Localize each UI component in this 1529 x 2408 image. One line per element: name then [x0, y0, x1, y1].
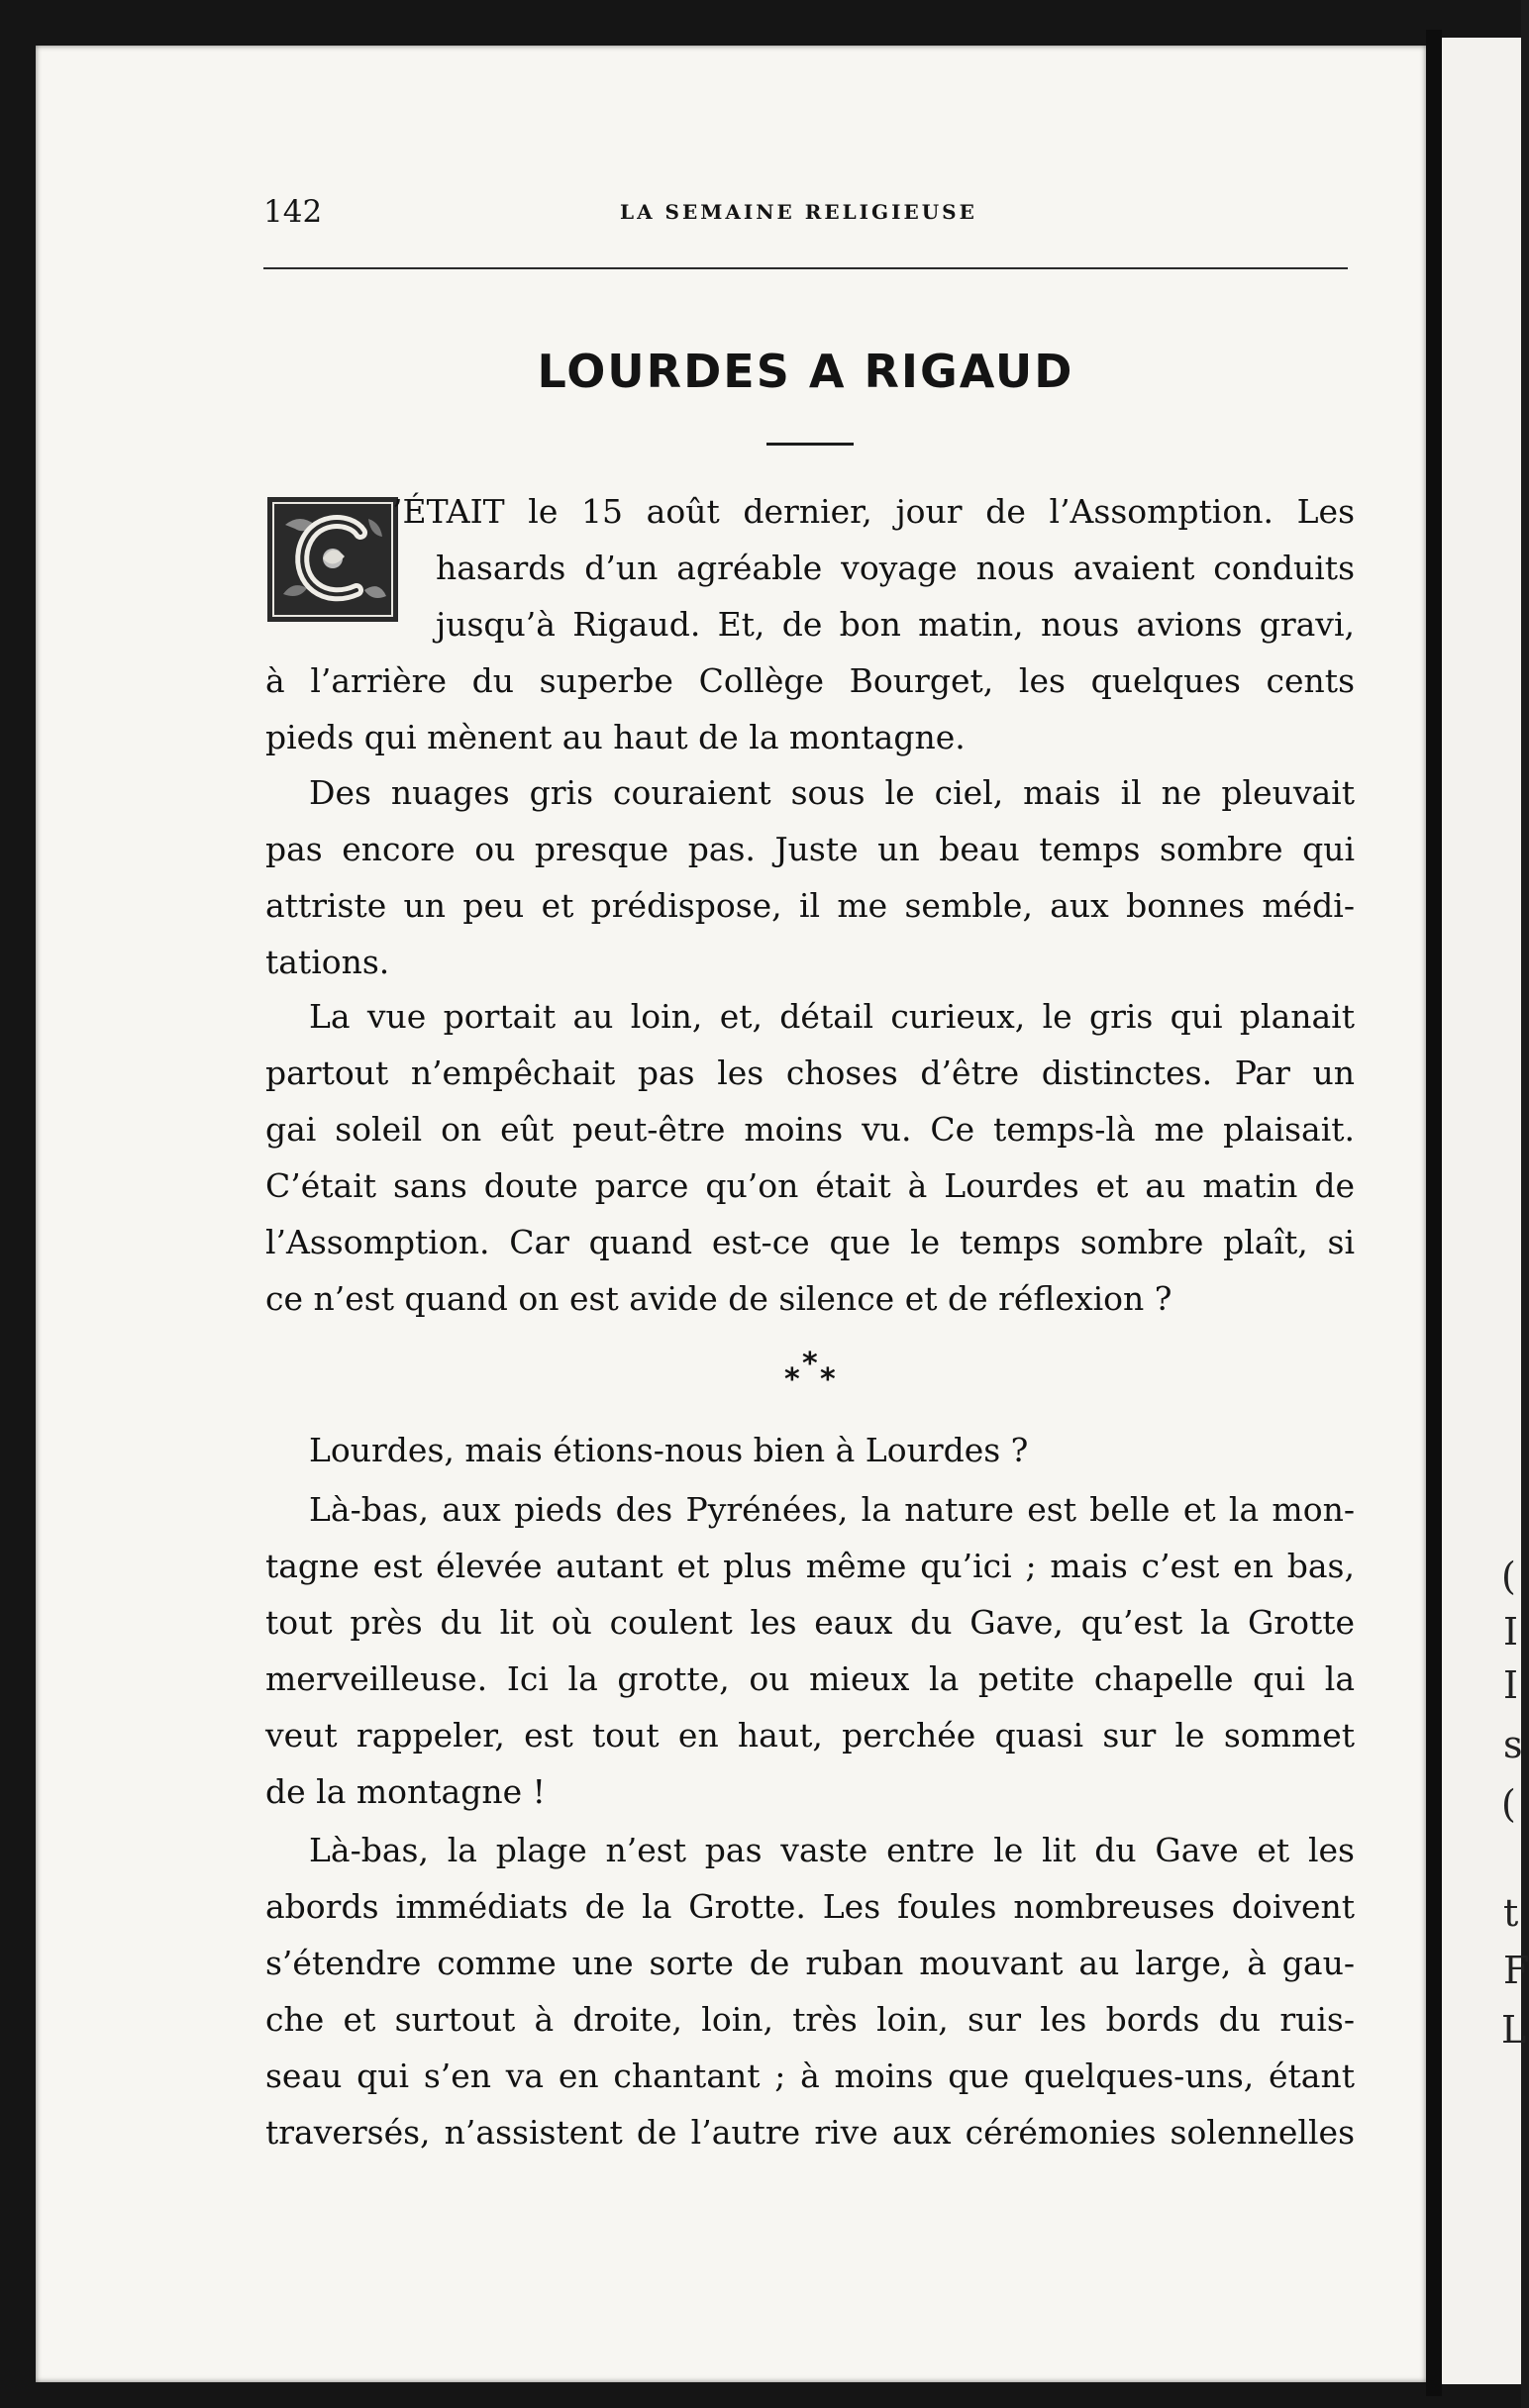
text-line: tout près du lit où coulent les eaux du Gave, qu’est la Grotte [265, 1603, 1355, 1642]
text-line: Lourdes, mais étions-nous bien à Lourdes ? [309, 1431, 1029, 1469]
journal-title: LA SEMAINE RELIGIEUSE [620, 200, 977, 224]
text-line: traversés, n’assistent de l’autre rive aux cérémonies solennelles [265, 2113, 1355, 2152]
text-line: hasards d’un agréable voyage nous avaient conduits [436, 549, 1355, 587]
facing-page-fragment: ( [1501, 1555, 1516, 1598]
text-line: attriste un peu et prédispose, il me semble, aux bonnes médi- [265, 886, 1355, 925]
paragraph [265, 1822, 1355, 2160]
facing-page-fragment: s [1503, 1723, 1523, 1766]
text-line: partout n’empêchait pas les choses d’être distinctes. Par un [265, 1054, 1355, 1092]
text-line: ce n’est quand on est avide de silence et de réflexion ? [265, 1279, 1172, 1318]
text-line: Des nuages gris couraient sous le ciel, mais il ne pleuvait [309, 773, 1355, 812]
paragraph [265, 764, 1355, 990]
facing-page-fragment: L [1501, 2008, 1527, 2052]
running-head [263, 194, 1353, 234]
facing-page-fragment: ( [1501, 1782, 1516, 1826]
text-line: gai soleil on eût peut-être moins vu. Ce temps-là me plaisait. [265, 1110, 1355, 1149]
facing-page-fragment: F [1503, 1949, 1529, 1992]
text-line: l’Assomption. Car quand est-ce que le temps sombre plaît, si [265, 1223, 1355, 1261]
text-line: tations. [265, 943, 390, 981]
text-line: veut rappeler, est tout en haut, perchée quasi sur le sommet [265, 1716, 1355, 1755]
text-line: Là-bas, aux pieds des Pyrénées, la nature est belle et la mon- [309, 1490, 1355, 1529]
text-line: C’était sans doute parce qu’on était à Lourdes et au matin de [265, 1166, 1355, 1205]
facing-page-fragment: I [1503, 1610, 1519, 1654]
text-line: de la montagne ! [265, 1772, 546, 1811]
text-line: tagne est élevée autant et plus même qu’ici ; mais c’est en bas, [265, 1547, 1355, 1585]
text-line: pas encore ou presque pas. Juste un beau temps sombre qui [265, 830, 1355, 868]
title-rule [766, 443, 854, 446]
text-line: seau qui s’en va en chantant ; à moins que quelques-uns, étant [265, 2057, 1355, 2095]
paragraph [265, 1422, 1355, 1478]
text-line: Là-bas, la plage n’est pas vaste entre le lit du Gave et les [309, 1831, 1355, 1869]
book-gutter [1426, 30, 1442, 2396]
text-line: s’étendre comme une sorte de ruban mouvant au large, à gau- [265, 1944, 1355, 1982]
text-line: che et surtout à droite, loin, très loin, sur les bords du ruis- [265, 2000, 1355, 2039]
page-number: 142 [263, 194, 323, 230]
facing-page-edge [1442, 38, 1529, 2384]
text-line: pieds qui mènent au haut de la montagne. [265, 718, 966, 756]
header-rule [263, 267, 1348, 269]
text-line: jusqu’à Rigaud. Et, de bon matin, nous avions gravi, [436, 605, 1355, 644]
paragraph [265, 1481, 1355, 1820]
text-line: merveilleuse. Ici la grotte, ou mieux la petite chapelle qui la [265, 1659, 1355, 1698]
text-line: La vue portait au loin, et, détail curieux, le gris qui planait [309, 997, 1355, 1036]
section-asterism-icon: * * * [784, 1347, 836, 1397]
article-title: LOURDES A RIGAUD [537, 345, 1074, 398]
paragraph [265, 483, 1355, 765]
paragraph [265, 988, 1355, 1327]
facing-page-fragment: I [1503, 1663, 1519, 1707]
text-line: ’ÉTAIT le 15 août dernier, jour de l’Assomption. Les [392, 492, 1355, 531]
text-line: à l’arrière du superbe Collège Bourget, les quelques cents [265, 661, 1355, 700]
facing-page-fragment: t [1503, 1891, 1519, 1935]
text-line: abords immédiats de la Grotte. Les foules nombreuses doivent [265, 1887, 1355, 1926]
